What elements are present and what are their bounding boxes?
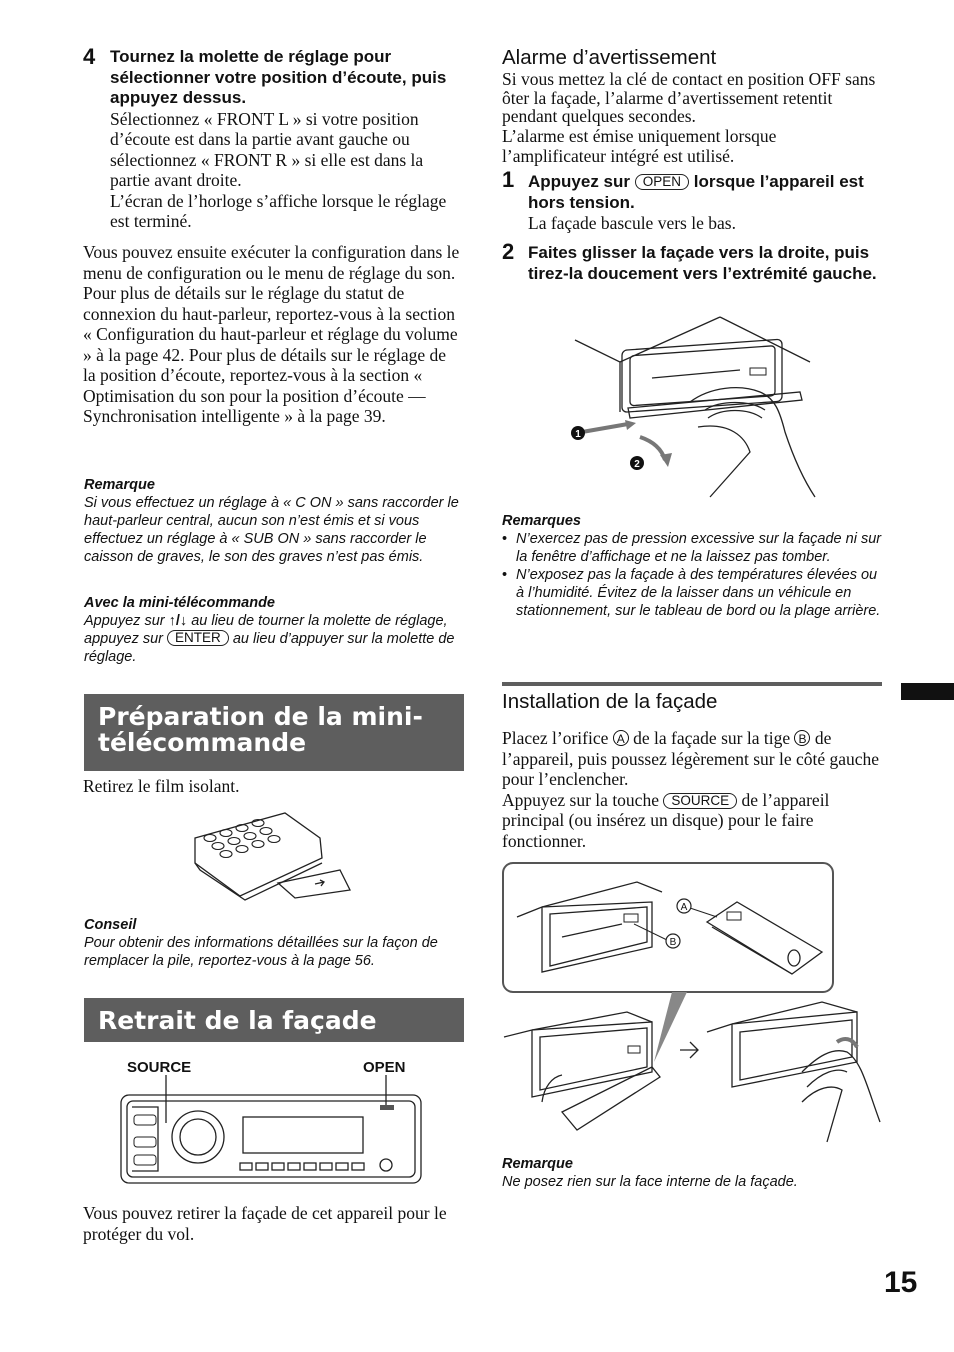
conseil-title: Conseil [84, 917, 137, 933]
open-button-label: OPEN [635, 174, 689, 190]
install-p2-b: de l’appareil principal (ou insérez un disque) pour le faire fonctionner. [502, 789, 830, 851]
fig-marker-a: A [680, 902, 688, 913]
fig-marker-b: B [669, 937, 677, 948]
alarm-title: Alarme d’avertissement [502, 46, 717, 69]
section-rule [502, 682, 882, 686]
step-4-block [110, 47, 460, 232]
remarque-install-title: Remarque [502, 1156, 573, 1172]
intro-text [83, 242, 461, 427]
remarque-title: Remarque [84, 477, 155, 493]
faceplate-removal-illustration [570, 312, 815, 497]
mini-text-mid: au lieu de tourner la molette de réglage, appuyez sur [84, 613, 448, 647]
step-1-number: 1 [502, 167, 515, 192]
open-label: OPEN [363, 1059, 406, 1076]
install-title: Installation de la façade [502, 690, 718, 713]
alarm-section [502, 46, 882, 167]
marker-2: 2 [634, 459, 640, 470]
install-p1-a: Placez l’orifice [502, 728, 613, 748]
up-down-arrows-icon: ↑/↓ [168, 613, 188, 629]
mini-text-after: au lieu d’appuyer sur la molette de réglage. [84, 631, 455, 665]
remarques-note [502, 512, 884, 620]
step-1-body: La façade bascule vers le bas. [528, 213, 736, 233]
step-4-body-1: Sélectionnez « FRONT L » si votre position d’écoute est dans la partie avant gauche ou sélectionnez « FRONT R » si elle est dans la partie avant droite. [110, 108, 424, 190]
banner-preparation-title: Préparation de la mini-télécommande [98, 702, 423, 757]
banner-retrait [84, 998, 464, 1042]
head-unit-illustration [118, 1075, 423, 1187]
side-tab-marker [901, 683, 954, 700]
step-2-heading: Faites glisser la façade vers la droite, puis tirez-la doucement vers l’extrémité gauche. [528, 243, 877, 283]
step-4-body-2: L’écran de l’horloge s’affiche lorsque le réglage est terminé. [110, 190, 447, 231]
page-number: 15 [884, 1266, 918, 1299]
install-p1-b: de la façade sur la tige [628, 728, 795, 748]
step-2-number: 2 [502, 239, 515, 264]
marker-a-icon: A [613, 730, 629, 746]
step-4-number: 4 [83, 44, 96, 69]
remarque-install-text: Ne posez rien sur la face interne de la façade. [502, 1174, 798, 1190]
remarque-note [84, 476, 464, 566]
mini-remote-note [84, 594, 464, 666]
install-p1-c: de l’appareil, puis poussez légèrement sur le côté gauche pour l’enclencher. [502, 728, 880, 789]
remarques-list [502, 530, 884, 620]
remarque-text: Si vous effectuez un réglage à « C ON » sans raccorder le haut-parleur central, aucun son n’est émis et si vous effectuez un réglage à « SUB ON » sans raccorder le caisson de graves, le son des graves n’est pas émis. [84, 495, 459, 565]
remarques-item: • N’exposez pas la façade à des températures élevées ou à l’humidité. Évitez de la laisser dans un véhicule en stationnement, sur le tableau de bord ou la plage arrière. [502, 566, 884, 620]
paragraph-config: Vous pouvez ensuite exécuter la configuration dans le menu de configuration ou le menu de réglage du son. [83, 242, 460, 283]
banner-preparation [84, 694, 464, 771]
mini-text-before: Appuyez sur [84, 613, 169, 629]
step-1-heading-a: Appuyez sur [528, 172, 635, 191]
step-4-heading: Tournez la molette de réglage pour sélectionner votre position d’écoute, puis appuyez dessus. [110, 47, 447, 107]
install-p2-a: Appuyez sur la touche [502, 789, 664, 810]
step-1-heading-b: lorsque l’appareil est hors tension. [528, 172, 864, 212]
enter-button-label: ENTER [167, 630, 229, 646]
faceplate-installation-illustration [502, 862, 882, 1144]
step-2-block [528, 243, 878, 284]
closing-text: Vous pouvez retirer la façade de cet appareil pour le protéger du vol. [83, 1203, 447, 1244]
mini-remote-text [84, 612, 464, 666]
retirez-text: Retirez le film isolant. [83, 776, 240, 796]
remarques-item: • N’exercez pas de pression excessive sur la façade ni sur la fenêtre d’affichage et ne la laissez pas tomber. [502, 530, 884, 566]
remarque-install-note [502, 1155, 884, 1191]
alarm-body-1: Si vous mettez la clé de contact en position OFF sans ôter la façade, l’alarme d’avertissement retentit pendant quelques secondes. [502, 69, 876, 126]
alarm-body-2: L’alarme est émise uniquement lorsque l’amplificateur intégré est utilisé. [502, 125, 777, 166]
remarques-title: Remarques [502, 513, 581, 529]
source-label: SOURCE [127, 1059, 192, 1076]
install-paragraph-2 [502, 790, 884, 852]
marker-1: 1 [575, 429, 581, 440]
conseil-note [84, 916, 464, 970]
mini-remote-title: Avec la mini-télécommande [84, 595, 275, 611]
step-1-block [528, 172, 884, 234]
conseil-text: Pour obtenir des informations détaillées sur la façon de remplacer la pile, reportez-vous à la page 56. [84, 935, 438, 969]
source-button-label: SOURCE [663, 793, 737, 809]
install-section [502, 690, 884, 851]
mini-remote-illustration [190, 808, 360, 903]
banner-retrait-title: Retrait de la façade [98, 1006, 377, 1035]
install-paragraph-1 [502, 728, 884, 790]
paragraph-details: Pour plus de détails sur le réglage du statut de connexion du haut-parleur, reportez-vous à la section « Configuration du haut-parleur et réglage du volume » à la page 42. Pour plus de détails sur le réglage de la position d’écoute, reportez-vous à la section « Optimisation du son pour la position d’écoute — Synchronisation intelligente » à la page 39. [83, 283, 458, 426]
marker-b-icon: B [794, 730, 810, 746]
step-1-heading [528, 172, 884, 213]
